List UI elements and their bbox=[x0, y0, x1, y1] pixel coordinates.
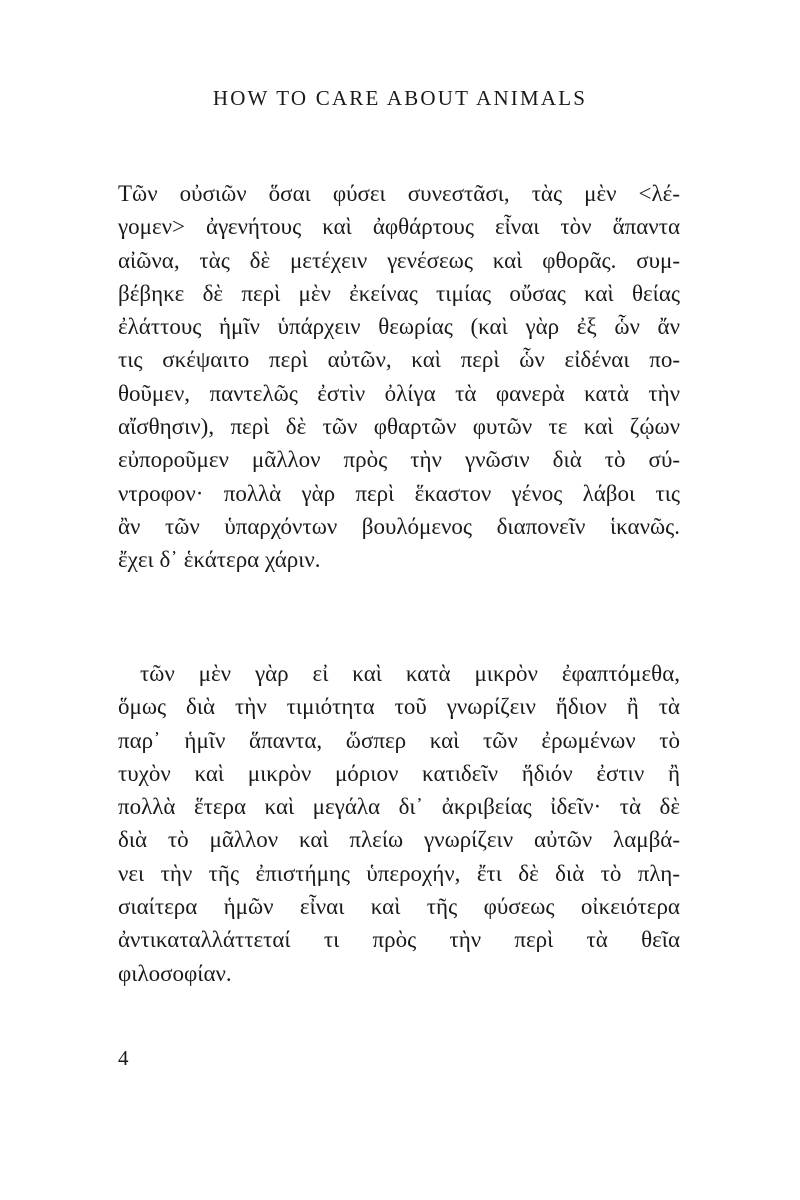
text-line: ἀντικαταλλάττεταί τι πρὸς τὴν περὶ τὰ θεῖα bbox=[118, 927, 680, 953]
text-line: τῶν μὲν γὰρ εἰ καὶ κατὰ μικρὸν ἐφαπτόμεθα, bbox=[140, 661, 680, 686]
paragraph-1 bbox=[118, 177, 680, 577]
text-line: παρ᾽ ἡμῖν ἅπαντα, ὥσπερ καὶ τῶν ἐρωμένων τὸ bbox=[118, 727, 680, 753]
running-head: HOW TO CARE ABOUT ANIMALS bbox=[212, 86, 588, 110]
text-line: ἔχει δ᾽ ἑκάτερα χάριν. bbox=[118, 547, 321, 573]
text-line: διὰ τὸ μᾶλλον καὶ πλείω γνωρίζειν αὐτῶν λαμβά- bbox=[118, 827, 680, 853]
text-line: εὐποροῦμεν μᾶλλον πρὸς τὴν γνῶσιν διὰ τὸ σύ- bbox=[118, 447, 680, 473]
text-line: τυχὸν καὶ μικρὸν μόριον κατιδεῖν ἥδιόν ἐστιν ἢ bbox=[118, 760, 680, 786]
text-line: ἐλάττους ἡμῖν ὑπάρχειν θεωρίας (καὶ γὰρ ἐξ ὧν ἄν bbox=[118, 314, 680, 340]
text-line: γομεν> ἀγενήτους καὶ ἀφθάρτους εἶναι τὸν ἅπαντα bbox=[118, 214, 680, 240]
text-line: αἴσθησιν), περὶ δὲ τῶν φθαρτῶν φυτῶν τε καὶ ζῴων bbox=[118, 414, 680, 440]
text-line: ντροφον· πολλὰ γὰρ περὶ ἕκαστον γένος λάβοι τις bbox=[118, 480, 680, 506]
text-line: τις σκέψαιτο περὶ αὐτῶν, καὶ περὶ ὧν εἰδέναι πο- bbox=[118, 347, 680, 373]
text-line: πολλὰ ἕτερα καὶ μεγάλα δι᾽ ἀκριβείας ἰδεῖν· τὰ δὲ bbox=[118, 794, 680, 820]
text-line: σιαίτερα ἡμῶν εἶναι καὶ τῆς φύσεως οἰκειότερα bbox=[118, 894, 680, 920]
text-line: φιλοσοφίαν. bbox=[118, 960, 232, 986]
text-line: ὅμως διὰ τὴν τιμιότητα τοῦ γνωρίζειν ἥδιον ἢ τὰ bbox=[118, 694, 680, 720]
text-line: ἂν τῶν ὑπαρχόντων βουλόμενος διαπονεῖν ἱκανῶς. bbox=[118, 513, 680, 539]
paragraph-2 bbox=[118, 657, 680, 990]
page-number: 4 bbox=[118, 1046, 129, 1070]
text-line: θοῦμεν, παντελῶς ἐστὶν ὀλίγα τὰ φανερὰ κατὰ τὴν bbox=[118, 380, 680, 406]
text-line: νει τὴν τῆς ἐπιστήμης ὑπεροχήν, ἔτι δὲ διὰ τὸ πλη- bbox=[118, 860, 680, 886]
text-line: Τῶν οὐσιῶν ὅσαι φύσει συνεστᾶσι, τὰς μὲν <λέ- bbox=[118, 181, 680, 206]
text-line: αἰῶνα, τὰς δὲ μετέχειν γενέσεως καὶ φθορᾶς. συμ- bbox=[118, 247, 680, 273]
text-line: βέβηκε δὲ περὶ μὲν ἐκείνας τιμίας οὔσας καὶ θείας bbox=[118, 280, 680, 306]
